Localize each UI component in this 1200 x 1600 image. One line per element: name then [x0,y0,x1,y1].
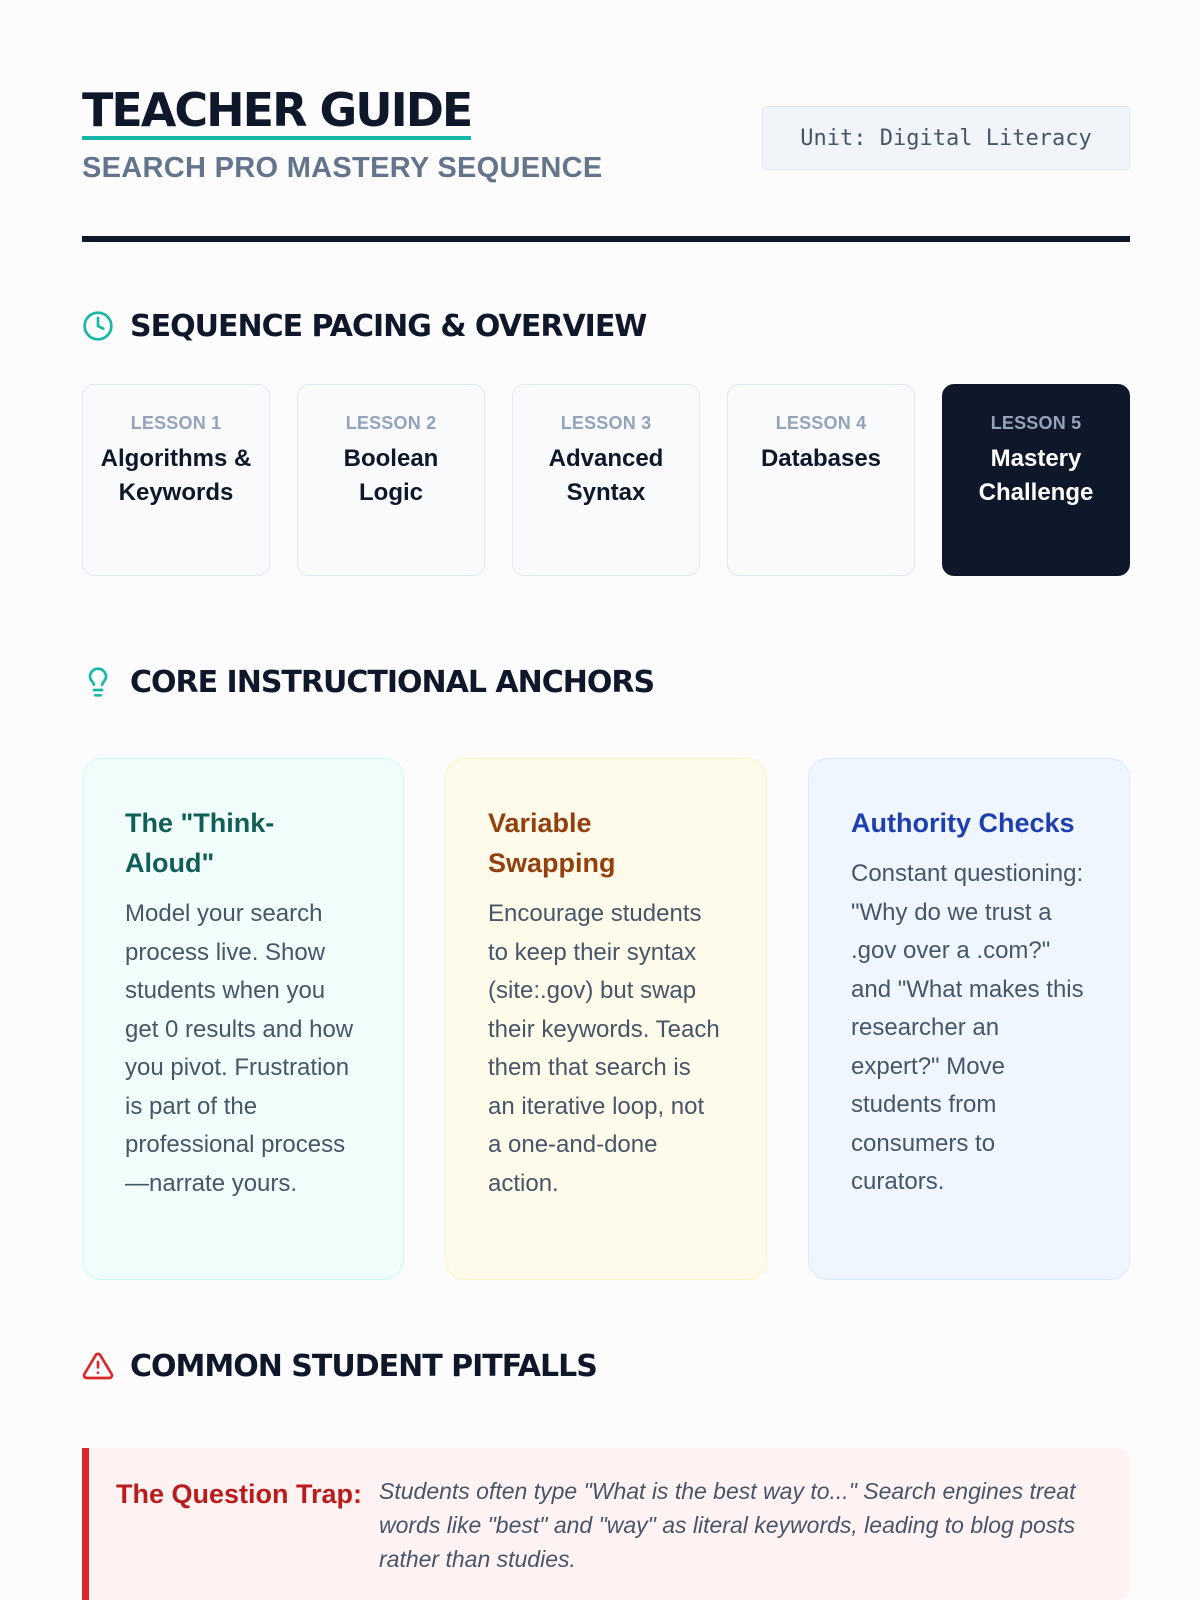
anchor-card-think-aloud [82,758,404,1280]
pitfall-body: Students often type "What is the best way to..." Search engines treat words like "best" and "way" as literal keywords, leading to blog posts rather than studies. [379,1478,1076,1572]
lesson-card-2[interactable] [297,384,485,576]
lesson-card-3[interactable] [512,384,700,576]
anchor-card-variable-swapping [445,758,767,1280]
lesson-name: Algorithms & Keywords [100,445,252,506]
lesson-card-1[interactable] [82,384,270,576]
lesson-number: LESSON 5 [990,413,1082,433]
lesson-name: Mastery Challenge [978,445,1094,506]
anchor-body: Encourage students to keep their syntax (site:.gov) but swap their keywords. Teach them that search is an iterative loop, not a one-and-done action. [488,900,720,1197]
lightbulb-icon [82,666,114,698]
pitfall-callout [82,1448,1130,1600]
anchor-title: The "Think-Aloud" [125,808,275,878]
page-subtitle: SEARCH PRO MASTERY SEQUENCE [82,152,603,184]
lesson-name: Boolean Logic [343,445,439,506]
lesson-name: Databases [760,445,882,472]
pitfalls-section-heading [82,1346,597,1386]
pacing-heading: SEQUENCE PACING & OVERVIEW [130,308,647,344]
anchor-body: Model your search process live. Show students when you get 0 results and how you pivot. Frustration is part of the professional process—narrate yours. [125,900,354,1197]
anchor-title: Authority Checks [851,808,1075,838]
anchors-heading: CORE INSTRUCTIONAL ANCHORS [130,664,655,700]
pitfalls-heading: COMMON STUDENT PITFALLS [130,1348,597,1384]
lesson-card-4[interactable] [727,384,915,576]
anchor-cards [82,758,1130,1280]
clock-icon [82,310,114,342]
header-divider [82,236,1130,242]
unit-badge: Unit: Digital Literacy [762,106,1130,170]
lesson-number: LESSON 4 [775,413,867,433]
anchor-title: Variable Swapping [488,808,616,878]
lesson-number: LESSON 3 [560,413,652,433]
lesson-sequence [82,384,1130,576]
anchors-section-heading [82,662,654,702]
lesson-number: LESSON 1 [130,413,222,433]
lesson-number: LESSON 2 [345,413,437,433]
page-title: TEACHER GUIDE [82,86,471,140]
anchor-body: Constant questioning: "Why do we trust a .gov over a .com?" and "What makes this researcher an expert?" Move students from consumers to curators. [851,860,1084,1195]
lesson-card-5[interactable] [942,384,1130,576]
lesson-name: Advanced Syntax [548,445,664,506]
pitfall-title: The Question Trap: [116,1479,363,1509]
warning-icon [82,1350,114,1382]
anchor-card-authority-checks [808,758,1130,1280]
pacing-section-heading [82,306,646,346]
